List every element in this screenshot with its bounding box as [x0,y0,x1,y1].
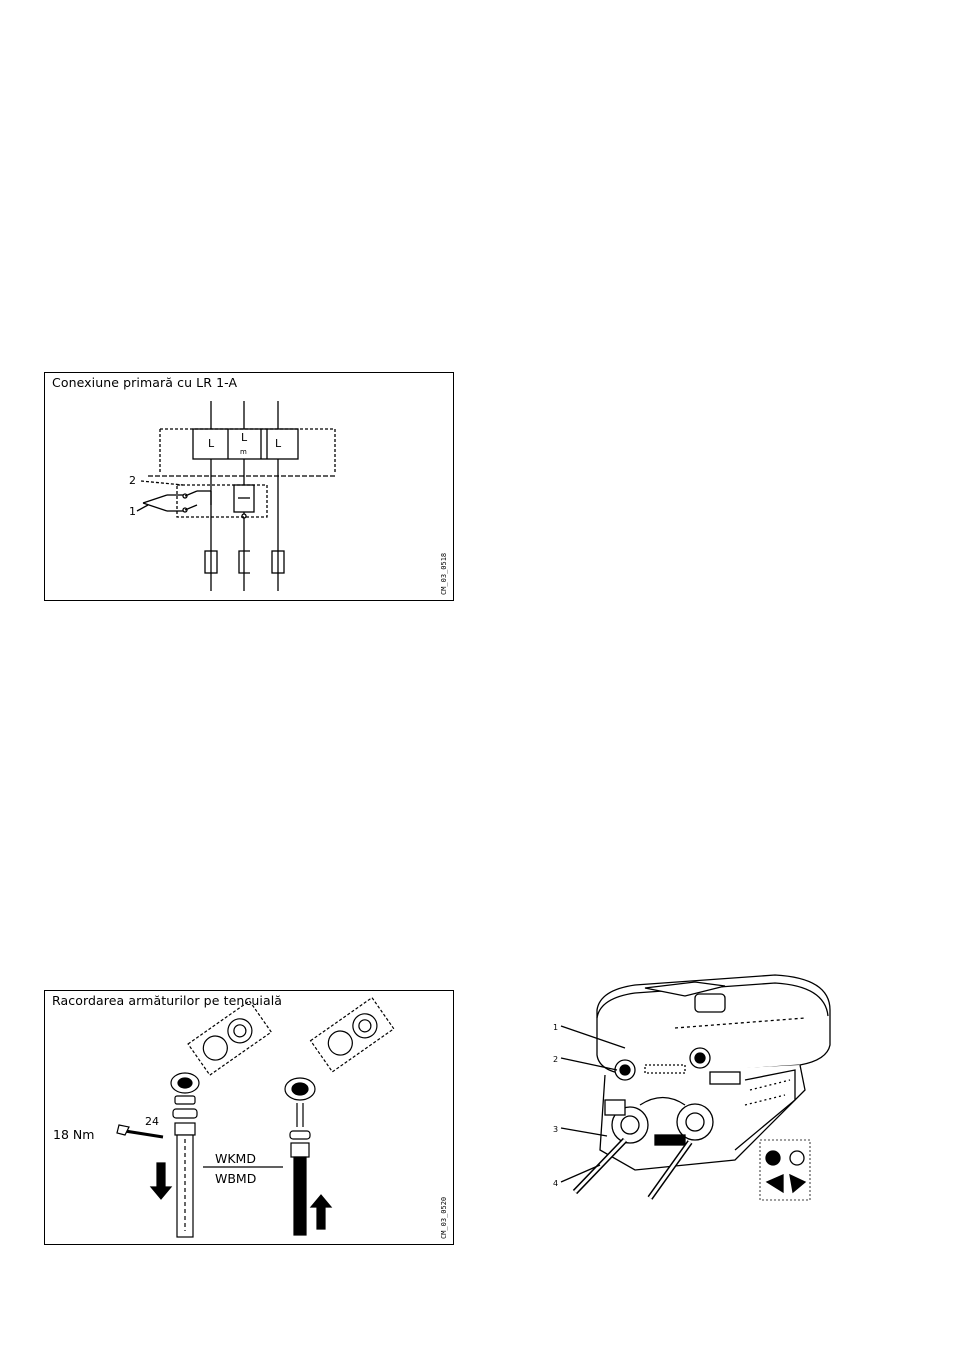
wiring-diagram-code: CM_03_0518 [440,552,448,595]
wrench-size-label: 24 [145,1115,159,1128]
wiring-diagram-drawing [45,373,455,602]
callout-2: 2 [129,474,136,487]
torque-label: 18 Nm [53,1127,95,1142]
device-callout-2: 2 [553,1055,559,1064]
device-callout-1: 1 [553,1023,559,1032]
terminal-label-l2: L [241,431,248,444]
model-label-bottom: WBMD [215,1171,257,1186]
fitting-connection-figure [44,990,454,1245]
fitting-connection-drawing [45,991,455,1246]
terminal-label-l3: L [275,437,282,450]
model-label-top: WKMD [215,1151,256,1166]
device-callout-4: 4 [553,1179,559,1188]
terminal-label-l1: L [208,437,215,450]
wiring-diagram-figure [44,372,454,601]
fitting-connection-title: Racordarea armăturilor pe tencuială [52,993,283,1008]
svg-text:m: m [240,448,247,456]
callout-1: 1 [129,505,136,518]
device-illustration [545,970,835,1210]
device-callout-3: 3 [553,1125,559,1134]
fitting-connection-code: CM_03_0520 [440,1196,448,1239]
wiring-diagram-title: Conexiune primară cu LR 1-A [52,375,238,390]
